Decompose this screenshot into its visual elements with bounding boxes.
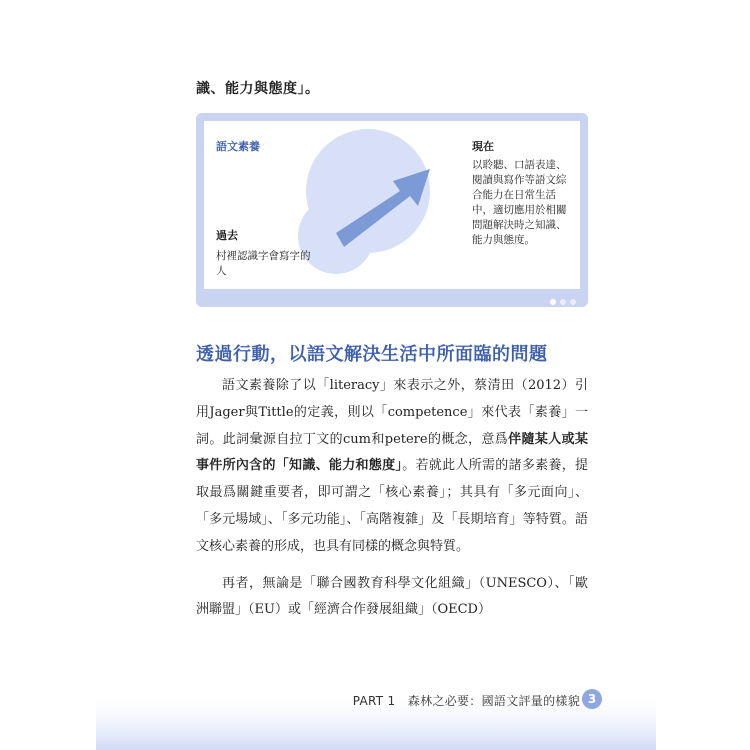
running-footer: PART 1 森林之必要：國語文評量的樣貌: [352, 694, 580, 708]
paragraph-1-start: 語文素養除了以「literacy」來表示之外，蔡清田（2012）引用Jager與Tittle的定義，則以「competence」來代表「素養」一詞。此詞彙源自拉丁文的cum和petere的概念，意爲: [196, 378, 588, 447]
pager-dots: [550, 299, 576, 305]
panel-title: 語文素養: [216, 140, 260, 153]
infographic-screen: [204, 121, 580, 289]
paragraph-1-emphasis: 伴隨某人或某事件所內含的「知識、能力和態度」: [196, 431, 588, 474]
now-description: 以聆聽、口語表達、閱讀與寫作等語文綜合能力在日常生活中，適切應用於相關問題解決時之知識、能力與態度。: [472, 159, 567, 246]
body-text: [196, 373, 588, 624]
past-description: 村裡認識字會寫字的人: [216, 250, 311, 277]
pager-dot: [550, 299, 556, 305]
paragraph-1: [196, 373, 588, 561]
now-label: 現在: [472, 140, 494, 153]
literacy-infographic: [196, 113, 588, 307]
page-number-badge: 3: [582, 689, 602, 709]
pager-dot: [560, 299, 566, 305]
paragraph-2: 再者，無論是「聯合國教育科學文化組織」（UNESCO）、「歐洲聯盟」（EU）或「經濟合作發展組織」（OECD）: [196, 575, 588, 618]
section-heading: 透過行動，以語文解決生活中所面臨的問題: [196, 344, 548, 365]
pager-dot: [570, 299, 576, 305]
paragraph-1-end: 。若就此人所需的諸多素養，提取最爲關鍵重要者，即可謂之「核心素養」；其具有「多元面向」、「多元場域」、「多元功能」、「高階複雜」及「長期培育」等特質。語文核心素養的形成，也具有同樣的概念與特質。: [196, 458, 588, 554]
past-label: 過去: [216, 229, 238, 242]
paragraph-gap: [196, 561, 588, 571]
continued-text-line: 識、能力與態度」。: [196, 81, 320, 97]
